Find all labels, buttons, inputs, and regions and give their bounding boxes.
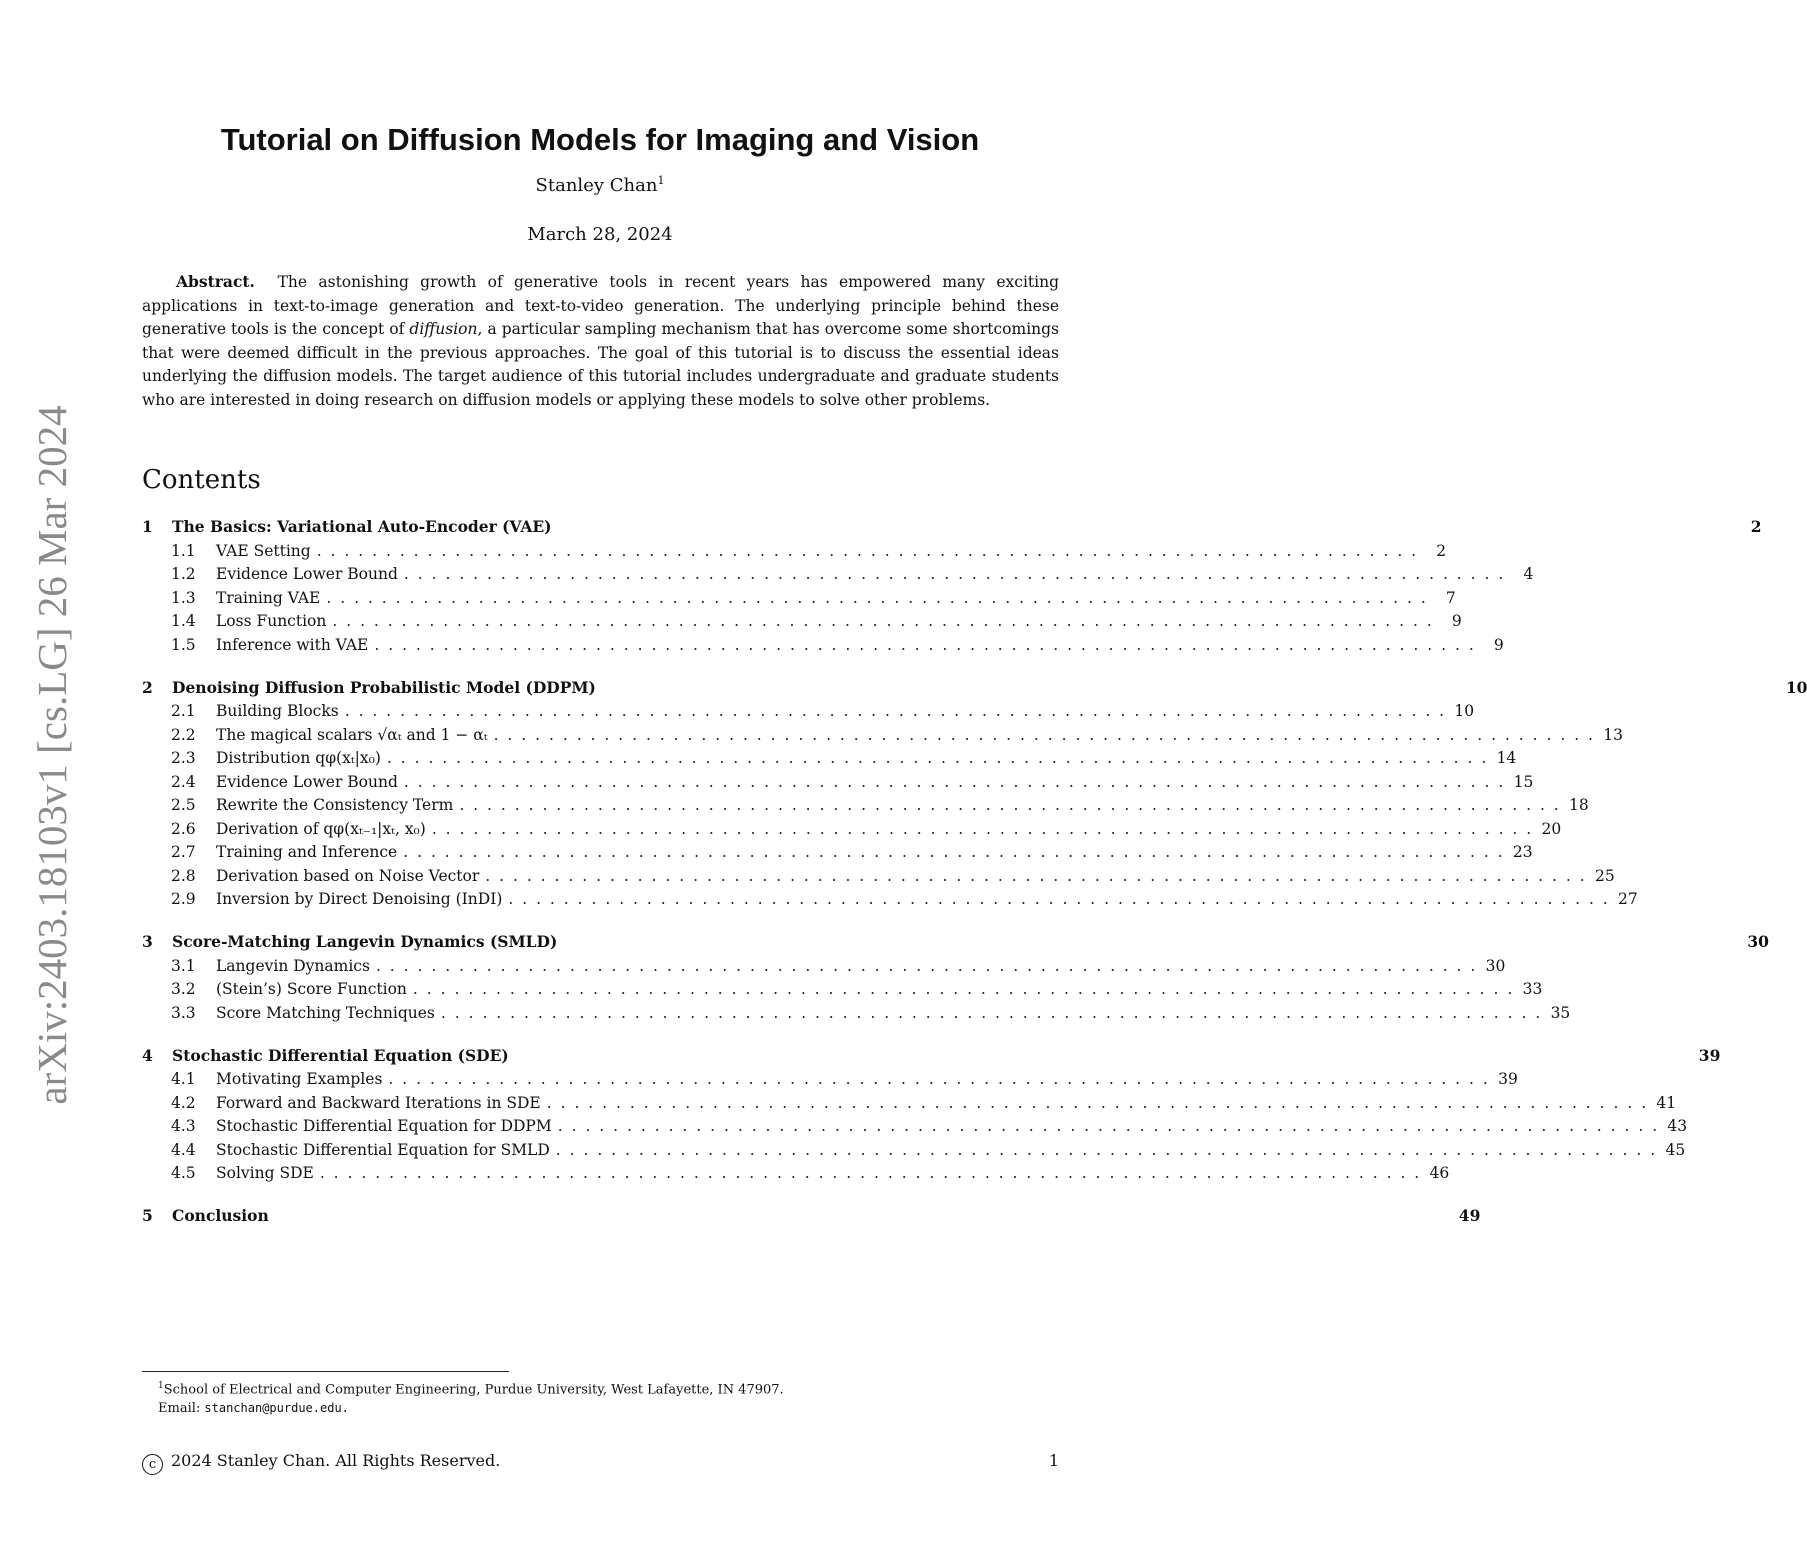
toc-section[interactable] [142,1205,1481,1227]
abstract-text-2: , a particular sampling mechanism that has overcome some shortcomings that were deemed difficult in the previous approaches. The goal of this tutorial is to discuss the essential ideas underlying the diffusion models. The target audience of this tutorial includes undergraduate and graduate students who are interested in doing research on diffusion models or applying these models to solve other problems. [142,320,1060,409]
toc-subsection[interactable] [142,1068,1518,1090]
toc-subsection[interactable] [142,794,1589,816]
toc-number: 3.2 [171,980,196,998]
toc-leader-dots: . . . . . . . . . . . . . . . . . . . . . . . . . . . . . . . . . . . . . . . . . . . . . . . . . . . . . . . . . . . . . . . . . . . . . . . . . . . . . . . . [344,702,1447,720]
toc-leader-dots: . . . . . . . . . . . . . . . . . . . . . . . . . . . . . . . . . . . . . . . . . . . . . . . . . . . . . . . . . . . . . . . . . . . . . . . . . . . . . . . . [459,796,1561,814]
toc-number: 2.6 [171,819,196,838]
toc-page-number[interactable]: 4 [1523,565,1534,583]
toc-number: 4.2 [171,1093,196,1112]
toc-page-number[interactable]: 18 [1569,796,1589,814]
toc-leader-dots: . . . . . . . . . . . . . . . . . . . . . . . . . . . . . . . . . . . . . . . . . . . . . . . . . . . . . . . . . . . . . . . . . . . . . . . . . . . . . . . . [546,1093,1649,1112]
toc-page-number[interactable]: 30 [1747,932,1769,951]
toc-label[interactable]: The Basics: Variational Auto-Encoder (VAE) [172,517,552,536]
toc-page-number[interactable]: 10 [1454,702,1475,720]
toc-page-number[interactable]: 9 [1493,635,1504,654]
toc-label[interactable]: Motivating Examples [216,1070,383,1088]
toc-number: 4.5 [171,1164,196,1182]
toc-subsection[interactable] [142,724,1623,746]
author-name: Stanley Chan [535,175,658,196]
toc-label[interactable]: Forward and Backward Iterations in SDE [216,1093,541,1112]
toc-page-number[interactable]: 13 [1603,725,1623,744]
paper-date: March 28, 2024 [527,224,673,245]
toc-number: 1.3 [171,588,196,607]
toc-label[interactable]: Derivation based on Noise Vector [216,866,480,885]
toc-label[interactable]: Score-Matching Langevin Dynamics (SMLD) [172,932,558,951]
paper-title: Tutorial on Diffusion Models for Imaging and Vision [220,122,980,157]
toc-section[interactable] [142,1045,1721,1067]
toc-page-number[interactable]: 39 [1498,1070,1518,1088]
toc-page-number[interactable]: 20 [1541,819,1562,838]
toc-label[interactable]: Stochastic Differential Equation (SDE) [172,1045,509,1065]
toc-page-number[interactable]: 35 [1550,1003,1571,1022]
toc-page-number[interactable]: 45 [1665,1140,1686,1159]
footnote-email[interactable]: stanchan@purdue.edu. [204,1401,349,1416]
toc-number: 2.1 [171,702,196,720]
toc-subsection[interactable] [142,841,1533,863]
toc-number: 1 [142,517,153,536]
toc-page-number[interactable]: 30 [1485,956,1506,975]
toc-leader-dots: . . . . . . . . . . . . . . . . . . . . . . . . . . . . . . . . . . . . . . . . . . . . . . . . . . . . . . . . . . . . . . . . . . . . . . . . . . . . . . . . [316,541,1419,560]
footnote-affiliation [158,1377,784,1399]
toc-page-number[interactable]: 27 [1618,890,1638,908]
author-line [0,174,1200,196]
toc-subsection[interactable] [142,587,1456,609]
copyright-text: 2024 Stanley Chan. All Rights Reserved. [171,1451,501,1470]
abstract-label: Abstract. [176,272,255,291]
toc-subsection[interactable] [142,955,1506,977]
copyright-icon: c [142,1454,163,1475]
toc-page-number[interactable]: 33 [1522,980,1543,998]
toc-number: 3.3 [171,1003,196,1022]
toc-label[interactable]: Langevin Dynamics [216,956,370,975]
toc-subsection[interactable] [142,771,1534,793]
toc-number: 2.7 [171,843,196,861]
toc-number: 2.8 [171,866,196,885]
toc-leader-dots: . . . . . . . . . . . . . . . . . . . . . . . . . . . . . . . . . . . . . . . . . . . . . . . . . . . . . . . . . . . . . . . . . . . . . . . . . . . . . . . . [403,772,1506,791]
toc-subsection[interactable] [142,888,1638,910]
toc-subsection[interactable] [142,1162,1450,1184]
toc-leader-dots: . . . . . . . . . . . . . . . . . . . . . . . . . . . . . . . . . . . . . . . . . . . . . . . . . . . . . . . . . . . . . . . . . . . . . . . . . . . . . . . . [374,635,1476,654]
toc-leader-dots: . . . . . . . . . . . . . . . . . . . . . . . . . . . . . . . . . . . . . . . . . . . . . . . . . . . . . . . . . . . . . . . . . . . . . . . . . . . . . . . . [388,1070,1490,1088]
toc-page-number[interactable]: 23 [1512,843,1533,861]
toc-section[interactable] [142,677,1807,699]
contents-heading: Contents [142,465,261,495]
toc-leader-dots: . . . . . . . . . . . . . . . . . . . . . . . . . . . . . . . . . . . . . . . . . . . . . . . . . . . . . . . . . . . . . . . . . . . . . . . . . . . . . . . . [508,890,1610,908]
toc-page-number[interactable]: 43 [1667,1117,1688,1135]
toc-label[interactable]: Training VAE [216,588,321,607]
toc-leader-dots: . . . . . . . . . . . . . . . . . . . . . . . . . . . . . . . . . . . . . . . . . . . . . . . . . . . . . . . . . . . . . . . . . . . . . . . . . . . . . . . . [485,866,1587,885]
toc-label[interactable]: Building Blocks [216,702,339,720]
toc-number: 2.4 [171,772,196,791]
toc-number: 3 [142,932,153,951]
toc-label[interactable]: Score Matching Techniques [216,1003,435,1022]
toc-label[interactable]: Inversion by Direct Denoising (InDI) [216,890,503,908]
toc-subsection[interactable] [142,1139,1686,1161]
toc-number: 1.1 [171,541,196,560]
toc-subsection[interactable] [142,540,1447,562]
abstract-text-1: The astonishing growth of generative tools in recent years has empowered many exciting applications in text-to-image generation and text-to-video generation. The underlying principle behind these generative tools is the concept of [142,273,1059,338]
toc-label[interactable]: Derivation of qφ(xₜ₋₁|xₜ, x₀) [216,819,426,838]
toc-label[interactable]: The magical scalars √αₜ and 1 − αₜ [216,725,488,744]
toc-leader-dots: . . . . . . . . . . . . . . . . . . . . . . . . . . . . . . . . . . . . . . . . . . . . . . . . . . . . . . . . . . . . . . . . . . . . . . . . . . . . . . . . [431,819,1534,838]
toc-number: 4 [142,1045,153,1065]
toc-leader-dots: . . . . . . . . . . . . . . . . . . . . . . . . . . . . . . . . . . . . . . . . . . . . . . . . . . . . . . . . . . . . . . . . . . . . . . . . . . . . . . . . [440,1003,1543,1022]
toc-label[interactable]: Rewrite the Consistency Term [216,796,454,814]
toc-leader-dots: . . . . . . . . . . . . . . . . . . . . . . . . . . . . . . . . . . . . . . . . . . . . . . . . . . . . . . . . . . . . . . . . . . . . . . . . . . . . . . . . [403,565,1506,583]
toc-number: 4.4 [171,1140,196,1159]
toc-page-number[interactable]: 14 [1496,749,1517,767]
toc-page-number[interactable]: 25 [1594,866,1615,885]
toc-subsection[interactable] [142,610,1462,632]
copyright-footer [142,1451,500,1475]
footnote-rule [142,1371,509,1372]
toc-page-number[interactable]: 10 [1785,677,1807,697]
toc-subsection[interactable] [142,1115,1688,1137]
toc-subsection[interactable] [142,634,1504,656]
toc-label[interactable]: Inference with VAE [216,635,369,654]
toc-subsection[interactable] [142,818,1562,840]
footnote-affiliation-text: School of Electrical and Computer Engineering, Purdue University, West Lafayette, IN 47907. [163,1382,784,1398]
toc-page-number[interactable]: 39 [1698,1045,1721,1065]
toc-page-number[interactable]: 46 [1429,1164,1450,1182]
abstract [142,270,1059,412]
toc-page-number[interactable]: 2 [1750,517,1762,536]
toc-label[interactable]: Training and Inference [216,843,398,861]
toc-subsection[interactable] [142,747,1517,769]
toc-page-number[interactable]: 9 [1451,612,1462,630]
toc-leader-dots: . . . . . . . . . . . . . . . . . . . . . . . . . . . . . . . . . . . . . . . . . . . . . . . . . . . . . . . . . . . . . . . . . . . . . . . . . . . . . . . . [555,1140,1658,1159]
author-footnote-mark[interactable]: 1 [657,174,665,187]
footnote-mark: 1 [158,1381,164,1391]
arxiv-id-text: arXiv:2403.18103v1 [cs.LG] 26 Mar 2024 [29,405,75,1105]
toc-label[interactable]: Stochastic Differential Equation for DDPM [216,1117,552,1135]
toc-number: 2.3 [171,749,196,767]
toc-number: 4.1 [171,1070,196,1088]
toc-label[interactable]: Conclusion [172,1206,269,1225]
toc-number: 2.9 [171,890,196,908]
toc-leader-dots: . . . . . . . . . . . . . . . . . . . . . . . . . . . . . . . . . . . . . . . . . . . . . . . . . . . . . . . . . . . . . . . . . . . . . . . . . . . . . . . . [375,956,1478,975]
toc-leader-dots: . . . . . . . . . . . . . . . . . . . . . . . . . . . . . . . . . . . . . . . . . . . . . . . . . . . . . . . . . . . . . . . . . . . . . . . . . . . . . . . . [412,980,1515,998]
toc-label[interactable]: Evidence Lower Bound [216,772,398,791]
toc-subsection[interactable] [142,563,1534,585]
abstract-emphasis: diffusion [409,320,478,338]
toc-number: 2 [142,677,153,697]
toc-label[interactable]: Stochastic Differential Equation for SMLD [216,1140,550,1159]
toc-number: 2.5 [171,796,196,814]
toc-label[interactable]: Distribution qφ(xₜ|x₀) [216,749,381,767]
toc-page-number[interactable]: 49 [1458,1206,1481,1225]
toc-section[interactable] [142,931,1769,953]
toc-leader-dots: . . . . . . . . . . . . . . . . . . . . . . . . . . . . . . . . . . . . . . . . . . . . . . . . . . . . . . . . . . . . . . . . . . . . . . . . . . . . . . . . [326,588,1428,607]
toc-label[interactable]: Denoising Diffusion Probabilistic Model (DDPM) [172,677,596,697]
footnote-email-line [158,1399,784,1418]
toc-label[interactable]: VAE Setting [216,541,311,560]
toc-number: 5 [142,1206,153,1225]
toc-subsection[interactable] [142,1002,1571,1024]
page-number: 1 [1048,1451,1059,1470]
footnote [158,1377,784,1418]
toc-label[interactable]: Solving SDE [216,1164,314,1182]
toc-section[interactable] [142,516,1762,538]
toc-page-number[interactable]: 41 [1656,1093,1677,1112]
toc-leader-dots: . . . . . . . . . . . . . . . . . . . . . . . . . . . . . . . . . . . . . . . . . . . . . . . . . . . . . . . . . . . . . . . . . . . . . . . . . . . . . . . . [493,725,1595,744]
toc-number: 1.4 [171,612,196,630]
toc-subsection[interactable] [142,1092,1677,1114]
toc-leader-dots: . . . . . . . . . . . . . . . . . . . . . . . . . . . . . . . . . . . . . . . . . . . . . . . . . . . . . . . . . . . . . . . . . . . . . . . . . . . . . . . . [557,1117,1660,1135]
arxiv-watermark [22,405,82,1105]
toc-number: 3.1 [171,956,196,975]
toc-leader-dots: . . . . . . . . . . . . . . . . . . . . . . . . . . . . . . . . . . . . . . . . . . . . . . . . . . . . . . . . . . . . . . . . . . . . . . . . . . . . . . . . [319,1164,1422,1182]
toc-number: 2.2 [171,725,196,744]
toc-leader-dots: . . . . . . . . . . . . . . . . . . . . . . . . . . . . . . . . . . . . . . . . . . . . . . . . . . . . . . . . . . . . . . . . . . . . . . . . . . . . . . . . [386,749,1489,767]
toc-subsection[interactable] [142,978,1543,1000]
toc-page-number[interactable]: 2 [1436,541,1447,560]
toc-subsection[interactable] [142,700,1475,722]
toc-label[interactable]: Evidence Lower Bound [216,565,398,583]
toc-number: 1.5 [171,635,196,654]
toc-leader-dots: . . . . . . . . . . . . . . . . . . . . . . . . . . . . . . . . . . . . . . . . . . . . . . . . . . . . . . . . . . . . . . . . . . . . . . . . . . . . . . . . [332,612,1434,630]
toc-label[interactable]: Loss Function [216,612,327,630]
toc-page-number[interactable]: 15 [1513,772,1534,791]
toc-page-number[interactable]: 7 [1445,588,1456,607]
toc-number: 4.3 [171,1117,196,1135]
toc-number: 1.2 [171,565,196,583]
footnote-email-label: Email: [158,1401,201,1417]
toc-subsection[interactable] [142,865,1615,887]
toc-leader-dots: . . . . . . . . . . . . . . . . . . . . . . . . . . . . . . . . . . . . . . . . . . . . . . . . . . . . . . . . . . . . . . . . . . . . . . . . . . . . . . . . [403,843,1505,861]
toc-label[interactable]: (Stein’s) Score Function [216,980,407,998]
